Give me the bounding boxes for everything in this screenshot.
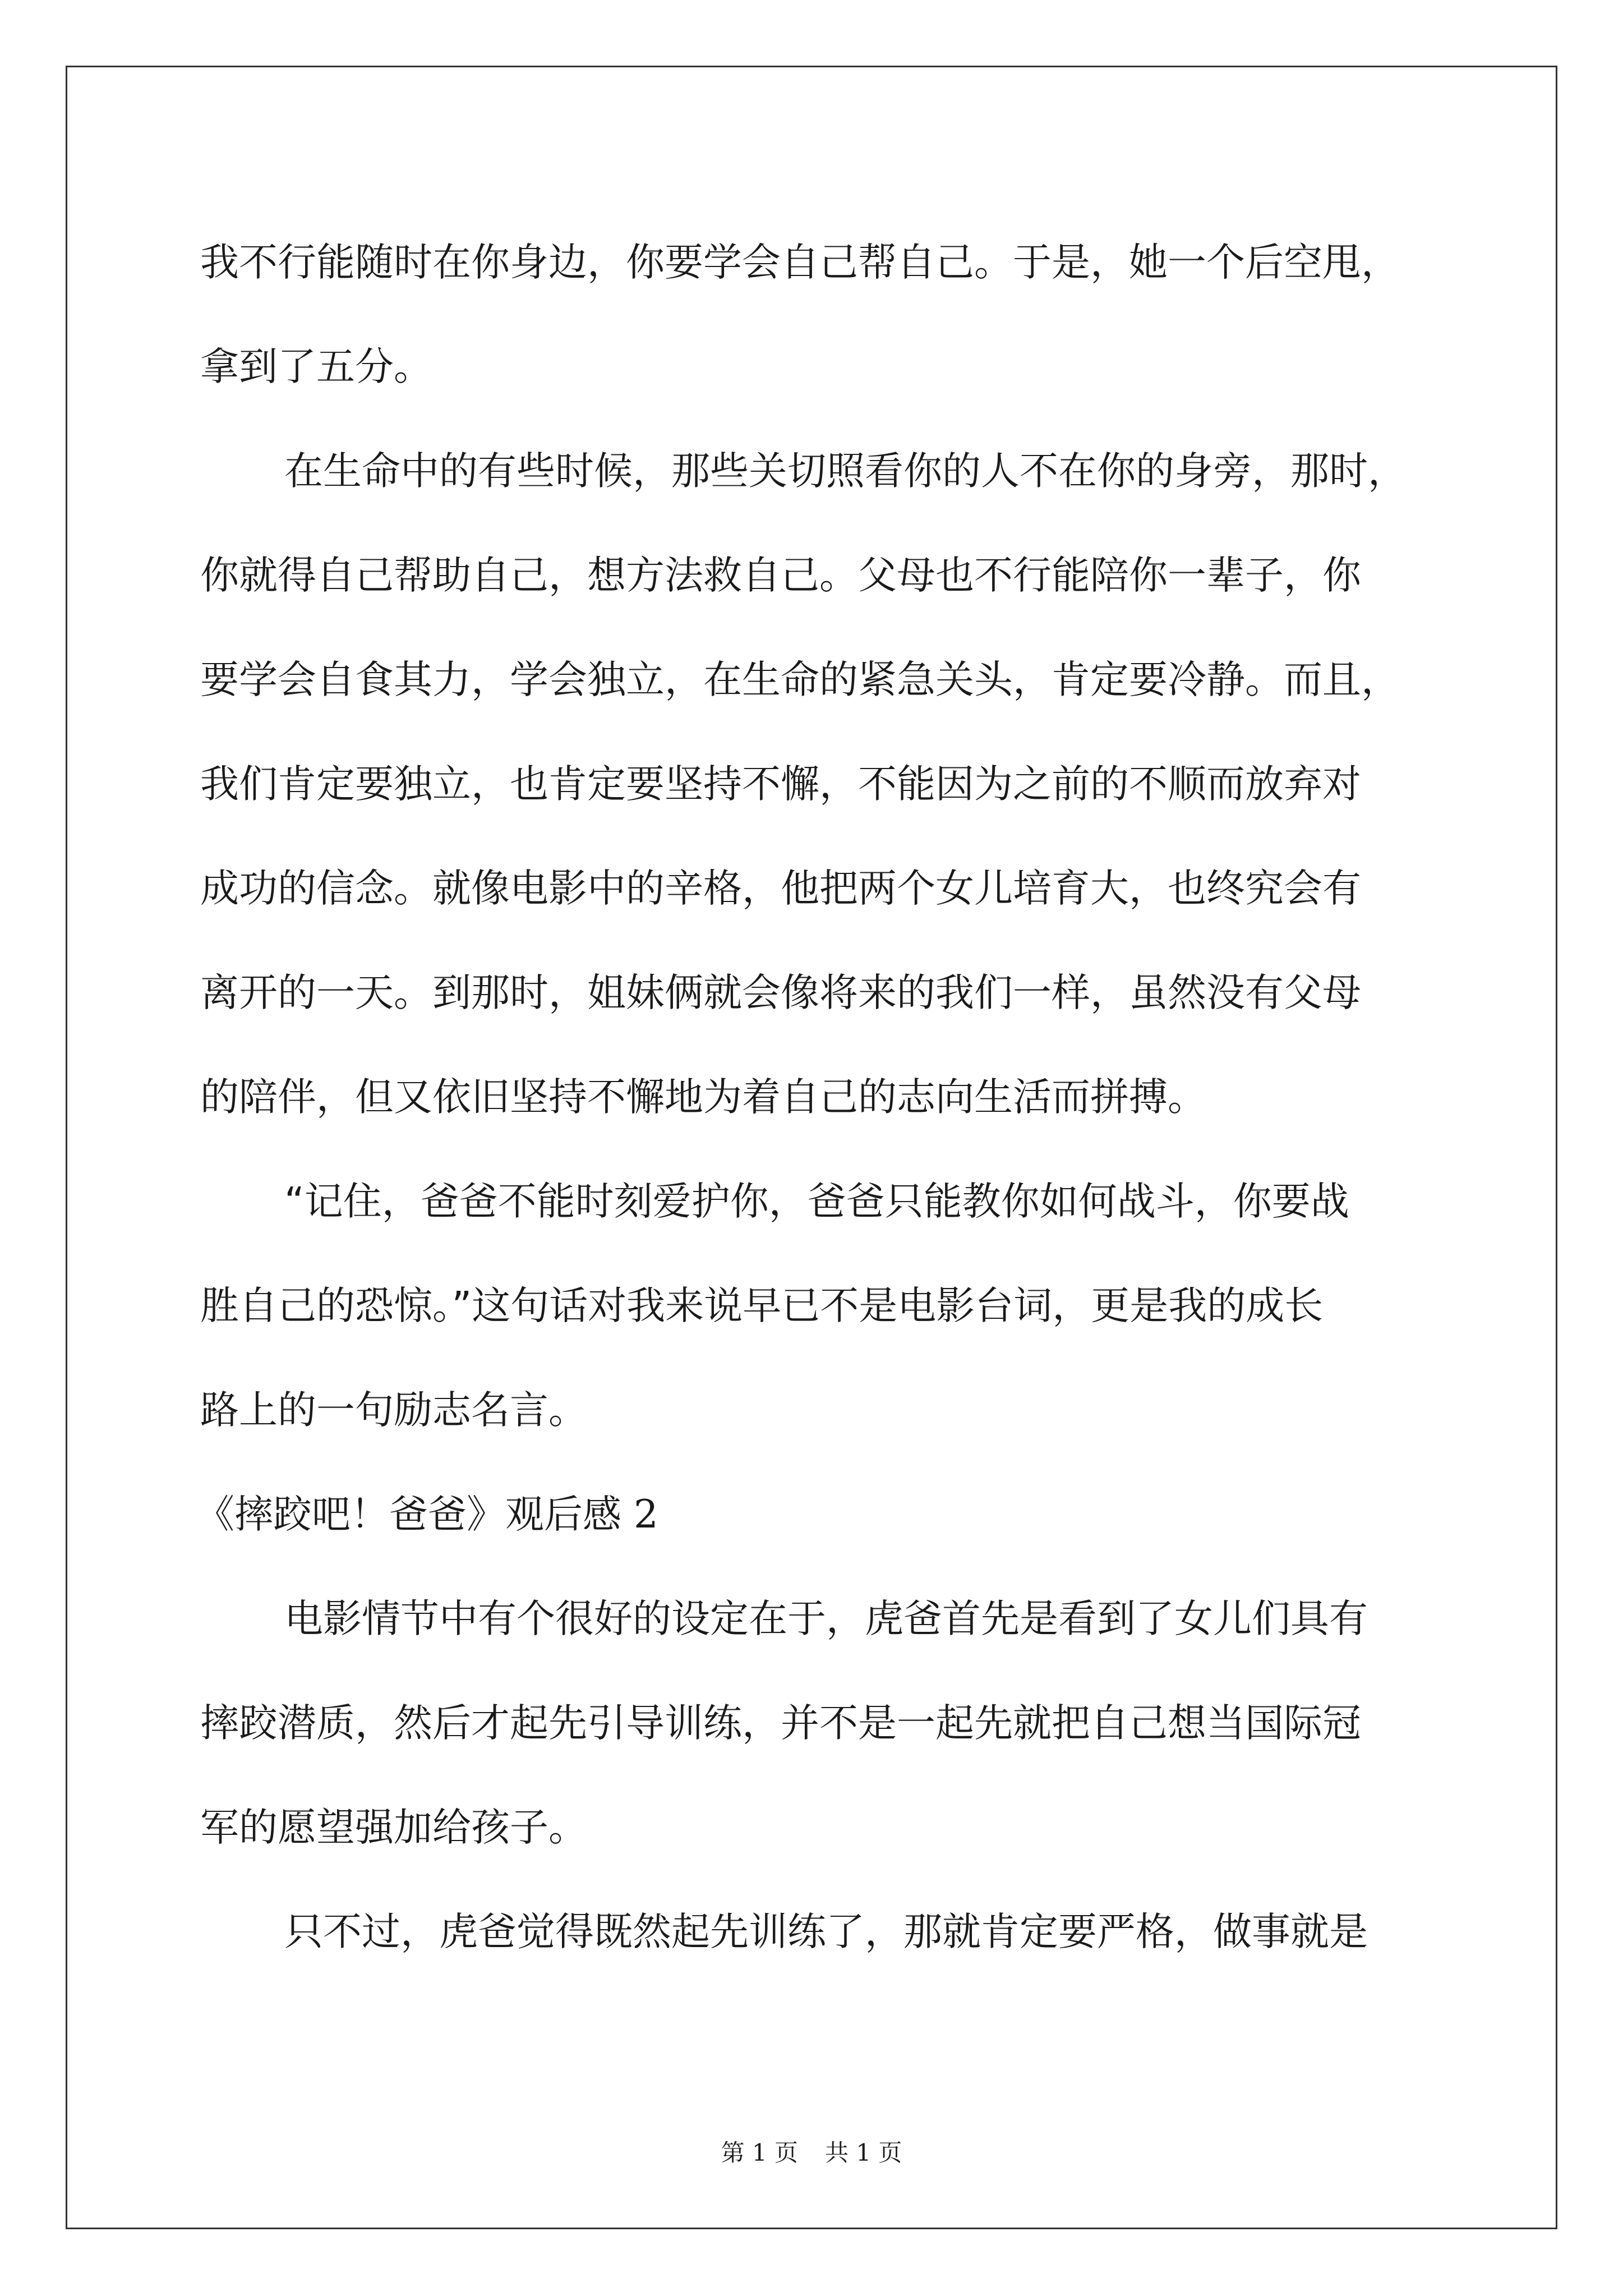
text-line: 离开的一天。到那时，姐妹俩就会像将来的我们一样，虽然没有父母: [200, 970, 1361, 1015]
document-body: [196, 210, 1434, 1984]
text-line: 你就得自己帮助自己，想方法救自己。父母也不行能陪你一辈子，你: [200, 553, 1361, 598]
text-line: 我们肯定要独立，也肯定要坚持不懈，不能因为之前的不顺而放弃对: [200, 762, 1361, 807]
text-line: 我不行能随时在你身边，你要学会自己帮自己。于是，她一个后空甩，: [200, 240, 1400, 285]
paragraph: [200, 1567, 1434, 1880]
page-total: 共 1 页: [825, 2139, 902, 2166]
text-line: 在生命中的有些时候，那些关切照看你的人不在你的身旁，那时，: [284, 449, 1407, 494]
paragraph: [200, 210, 1434, 419]
text-line: “记住，爸爸不能时刻爱护你，爸爸只能教你如何战斗，你要战: [284, 1179, 1349, 1224]
page-number: 第 1 页: [721, 2139, 798, 2166]
text-line: 胜自己的恐惊。”这句话对我来说早已不是电影台词，更是我的成长: [200, 1283, 1324, 1328]
page-footer: [0, 2134, 1623, 2168]
paragraph: [200, 419, 1434, 1149]
section-heading: 《摔跤吧！爸爸》观后感 2: [196, 1492, 658, 1537]
text-line: 要学会自食其力，学会独立，在生命的紧急关头，肯定要冷静。而且，: [200, 657, 1400, 702]
text-line: 摔跤潜质，然后才起先引导训练，并不是一起先就把自己想当国际冠: [200, 1701, 1361, 1746]
text-line: 军的愿望强加给孩子。: [200, 1805, 587, 1850]
text-line: 路上的一句励志名言。: [200, 1388, 587, 1433]
paragraph: [200, 1880, 1434, 1984]
text-line: 电影情节中有个很好的设定在于，虎爸首先是看到了女儿们具有: [284, 1596, 1368, 1641]
text-line: 的陪伴，但又依旧坚持不懈地为着自己的志向生活而拼搏。: [200, 1075, 1206, 1120]
text-line: 只不过，虎爸觉得既然起先训练了，那就肯定要严格，做事就是: [284, 1910, 1368, 1954]
text-line: 拿到了五分。: [200, 344, 432, 389]
paragraph: [200, 1149, 1434, 1462]
text-line: 成功的信念。就像电影中的辛格，他把两个女儿培育大，也终究会有: [200, 866, 1361, 911]
